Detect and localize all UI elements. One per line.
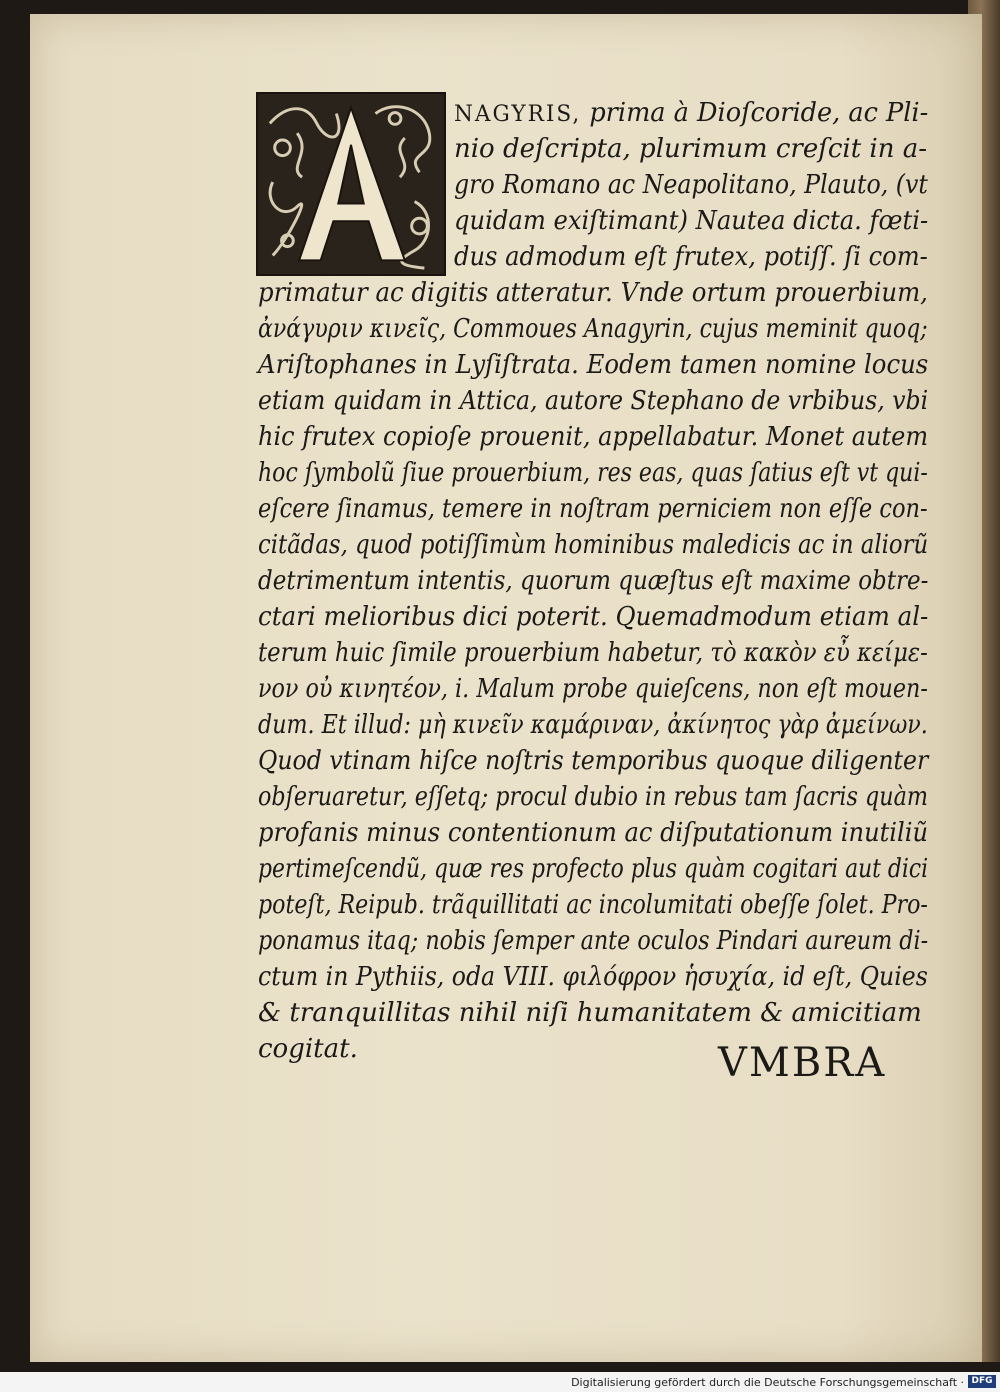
digitization-credit: Digitalisierung gefördert durch die Deutsche Forschungsgemeinschaft ·	[571, 1376, 964, 1389]
text-line-23: poteſt, Reipub. trãquillitati ac incolumitati obeſſe ſolet. Pro-	[258, 890, 928, 920]
footer-bar	[0, 1372, 1000, 1392]
text-line-7: ἀνάγυριν κινεῖς, Commoues Anagyrin, cujus meminit quoq;	[258, 314, 928, 344]
text-line-8: Ariſtophanes in Lyſiſtrata. Eodem tamen nomine locus	[258, 350, 929, 380]
catchword: VMBRA	[718, 1040, 887, 1086]
decorated-initial	[256, 92, 446, 276]
text-line-22: pertimeſcendũ, quæ res profecto plus quàm cogitari aut dici	[258, 854, 929, 884]
text-line-17: νον οὐ κινητέον, i. Malum probe quieſcens, non eſt mouen-	[258, 674, 928, 704]
dfg-logo: DFG	[968, 1375, 996, 1388]
text-line-3: gro Romano ac Neapolitano, Plauto, (vt	[454, 170, 928, 200]
text-line-2: nio deſcripta, plurimum creſcit in a-	[454, 134, 928, 164]
text-line-20: obſeruaretur, eſſetq; procul dubio in rebus tam ſacris quàm	[258, 782, 928, 812]
text-line-19: Quod vtinam hiſce noſtris temporibus quoque diligenter	[258, 746, 929, 776]
text-line-18: dum. Et illud: μὴ κινεῖν καμάριναν, ἀκίνητος γὰρ ἀμείνων.	[258, 710, 928, 740]
text-line-15: ctari melioribus dici poterit. Quemadmodum etiam al-	[258, 602, 929, 632]
text-line-9: etiam quidam in Attica, autore Stephano de vrbibus, vbi	[258, 386, 929, 416]
text-line-10: hic frutex copioſe prouenit, appellabatur. Monet autem	[258, 422, 929, 452]
text-line-21: profanis minus contentionum ac diſputationum inutiliũ	[258, 818, 929, 848]
first-word: NAGYRIS,	[454, 102, 582, 127]
text-line-27: cogitat.	[258, 1034, 358, 1064]
text-line-12: eſcere ſinamus, temere in noſtram perniciem non eſſe con-	[258, 494, 928, 524]
text-line-13: citãdas, quod potiſſimùm hominibus maledicis ac in aliorũ	[258, 530, 929, 560]
text-line-26: & tranquillitas nihil niſi humanitatem & amicitiam	[258, 998, 922, 1028]
text-line-11: hoc ſymbolũ ſiue prouerbium, res eas, quas ſatius eſt vt qui-	[258, 458, 928, 488]
text-line-25: ctum in Pythiis, oda VIII. φιλόφρον ἡσυχία, id eſt, Quies	[258, 962, 928, 992]
text-line-14: detrimentum intentis, quorum quæſtus eſt maxime obtre-	[258, 566, 929, 596]
text-line-16: terum huic ſimile prouerbium habetur, τὸ κακὸν εὖ κείμε-	[258, 638, 928, 668]
text-line-6: primatur ac digitis atteratur. Vnde ortum prouerbium,	[258, 278, 928, 308]
text-line-24: ponamus itaq; nobis ſemper ante oculos Pindari aureum di-	[258, 926, 929, 956]
text-line-1: NAGYRIS, prima à Dioſcoride, ac Pli-	[454, 98, 929, 128]
text-line-4: quidam exiſtimant) Nautea dicta. fœti-	[454, 206, 929, 236]
text-line-5: dus admodum eſt frutex, potiſſ. ſi com-	[454, 242, 928, 272]
